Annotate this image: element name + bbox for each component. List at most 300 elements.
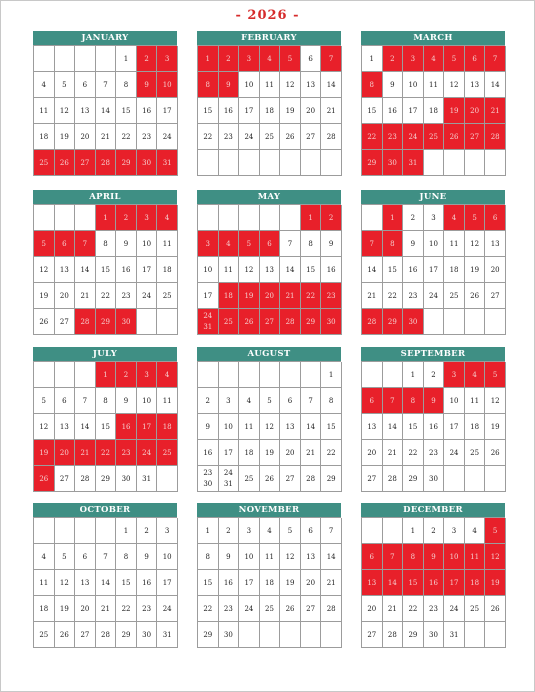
day-cell[interactable]: [301, 414, 322, 440]
day-cell[interactable]: [301, 388, 322, 414]
day-cell[interactable]: [383, 72, 404, 98]
day-cell[interactable]: [280, 309, 301, 335]
day-cell[interactable]: [424, 205, 445, 231]
day-cell[interactable]: [280, 231, 301, 257]
day-cell[interactable]: [157, 98, 178, 124]
day-cell[interactable]: [260, 46, 281, 72]
day-cell[interactable]: [485, 362, 506, 388]
day-cell[interactable]: [137, 440, 158, 466]
day-cell[interactable]: [55, 440, 76, 466]
day-cell[interactable]: [198, 388, 219, 414]
day-cell[interactable]: [157, 622, 178, 648]
day-cell[interactable]: [383, 257, 404, 283]
day-cell[interactable]: [321, 570, 342, 596]
day-cell[interactable]: [116, 283, 137, 309]
day-cell[interactable]: [444, 205, 465, 231]
day-cell[interactable]: [465, 440, 486, 466]
day-cell[interactable]: [280, 544, 301, 570]
day-cell[interactable]: [116, 205, 137, 231]
day-cell[interactable]: [321, 231, 342, 257]
day-cell[interactable]: [301, 544, 322, 570]
day-cell[interactable]: [116, 440, 137, 466]
day-cell[interactable]: [239, 518, 260, 544]
day-cell[interactable]: [198, 518, 219, 544]
day-cell[interactable]: [465, 205, 486, 231]
day-cell[interactable]: [424, 570, 445, 596]
day-cell[interactable]: [362, 150, 383, 176]
day-cell[interactable]: [116, 46, 137, 72]
day-cell[interactable]: [219, 72, 240, 98]
day-cell[interactable]: [75, 570, 96, 596]
day-cell[interactable]: [260, 257, 281, 283]
day-cell[interactable]: [219, 283, 240, 309]
day-cell[interactable]: [55, 544, 76, 570]
day-cell[interactable]: [239, 283, 260, 309]
day-cell[interactable]: [403, 414, 424, 440]
day-cell[interactable]: [362, 257, 383, 283]
day-cell[interactable]: [321, 124, 342, 150]
day-cell[interactable]: [444, 231, 465, 257]
day-cell[interactable]: [198, 283, 219, 309]
day-cell[interactable]: [198, 466, 219, 492]
day-cell[interactable]: [96, 440, 117, 466]
day-cell[interactable]: [383, 46, 404, 72]
day-cell[interactable]: [362, 72, 383, 98]
day-cell[interactable]: [444, 596, 465, 622]
day-cell[interactable]: [465, 72, 486, 98]
day-cell[interactable]: [301, 231, 322, 257]
day-cell[interactable]: [157, 414, 178, 440]
day-cell[interactable]: [424, 596, 445, 622]
day-cell[interactable]: [383, 466, 404, 492]
day-cell[interactable]: [465, 596, 486, 622]
day-cell[interactable]: [280, 124, 301, 150]
day-cell[interactable]: [219, 98, 240, 124]
day-cell[interactable]: [260, 388, 281, 414]
day-cell[interactable]: [137, 150, 158, 176]
day-cell[interactable]: [55, 414, 76, 440]
day-cell[interactable]: [96, 622, 117, 648]
day-cell[interactable]: [362, 124, 383, 150]
day-cell[interactable]: [321, 98, 342, 124]
day-cell[interactable]: [485, 72, 506, 98]
day-cell[interactable]: [383, 388, 404, 414]
day-cell[interactable]: [219, 518, 240, 544]
day-cell[interactable]: [137, 518, 158, 544]
day-cell[interactable]: [444, 124, 465, 150]
day-cell[interactable]: [301, 46, 322, 72]
day-cell[interactable]: [403, 544, 424, 570]
day-cell[interactable]: [383, 98, 404, 124]
day-cell[interactable]: [383, 570, 404, 596]
day-cell[interactable]: [321, 518, 342, 544]
day-cell[interactable]: [260, 309, 281, 335]
day-cell[interactable]: [96, 283, 117, 309]
day-cell[interactable]: [157, 596, 178, 622]
day-cell[interactable]: [239, 466, 260, 492]
day-cell[interactable]: [219, 440, 240, 466]
day-cell[interactable]: [219, 124, 240, 150]
day-cell[interactable]: [383, 622, 404, 648]
day-cell[interactable]: [219, 257, 240, 283]
day-cell[interactable]: [34, 257, 55, 283]
day-cell[interactable]: [424, 518, 445, 544]
day-cell[interactable]: [301, 205, 322, 231]
day-cell[interactable]: [280, 596, 301, 622]
day-cell[interactable]: [219, 596, 240, 622]
day-cell[interactable]: [424, 283, 445, 309]
day-cell[interactable]: [55, 72, 76, 98]
day-cell[interactable]: [219, 309, 240, 335]
day-cell[interactable]: [403, 283, 424, 309]
day-cell[interactable]: [260, 283, 281, 309]
day-cell[interactable]: [465, 414, 486, 440]
day-cell[interactable]: [485, 231, 506, 257]
day-cell[interactable]: [34, 231, 55, 257]
day-cell[interactable]: [383, 414, 404, 440]
day-cell[interactable]: [198, 98, 219, 124]
day-cell[interactable]: [239, 544, 260, 570]
day-cell[interactable]: [137, 596, 158, 622]
day-cell[interactable]: [424, 544, 445, 570]
day-cell[interactable]: [383, 231, 404, 257]
day-cell[interactable]: [198, 570, 219, 596]
day-cell[interactable]: [116, 72, 137, 98]
day-cell[interactable]: [362, 466, 383, 492]
day-cell[interactable]: [362, 570, 383, 596]
day-cell[interactable]: [260, 231, 281, 257]
day-cell[interactable]: [137, 570, 158, 596]
day-cell[interactable]: [75, 231, 96, 257]
day-cell[interactable]: [198, 440, 219, 466]
day-cell[interactable]: [485, 257, 506, 283]
day-cell[interactable]: [75, 440, 96, 466]
day-cell[interactable]: [239, 414, 260, 440]
day-cell[interactable]: [198, 72, 219, 98]
day-cell[interactable]: [444, 46, 465, 72]
day-cell[interactable]: [157, 440, 178, 466]
day-cell[interactable]: [55, 570, 76, 596]
day-cell[interactable]: [34, 414, 55, 440]
day-cell[interactable]: [301, 257, 322, 283]
day-cell[interactable]: [465, 231, 486, 257]
day-cell[interactable]: [116, 257, 137, 283]
day-cell[interactable]: [465, 388, 486, 414]
day-cell[interactable]: [75, 309, 96, 335]
day-cell[interactable]: [362, 622, 383, 648]
day-cell[interactable]: [403, 150, 424, 176]
day-cell[interactable]: [75, 72, 96, 98]
day-cell[interactable]: [96, 231, 117, 257]
day-cell[interactable]: [424, 72, 445, 98]
day-cell[interactable]: [301, 283, 322, 309]
day-cell[interactable]: [485, 596, 506, 622]
day-cell[interactable]: [465, 518, 486, 544]
day-cell[interactable]: [383, 205, 404, 231]
day-cell[interactable]: [96, 596, 117, 622]
day-cell[interactable]: [96, 309, 117, 335]
day-cell[interactable]: [485, 283, 506, 309]
day-cell[interactable]: [96, 205, 117, 231]
day-cell[interactable]: [34, 72, 55, 98]
day-cell[interactable]: [301, 570, 322, 596]
day-cell[interactable]: [485, 98, 506, 124]
day-cell[interactable]: [465, 46, 486, 72]
day-cell[interactable]: [444, 388, 465, 414]
day-cell[interactable]: [260, 124, 281, 150]
day-cell[interactable]: [55, 257, 76, 283]
day-cell[interactable]: [321, 544, 342, 570]
day-cell[interactable]: [34, 150, 55, 176]
day-cell[interactable]: [301, 440, 322, 466]
day-cell[interactable]: [362, 544, 383, 570]
day-cell[interactable]: [157, 150, 178, 176]
day-cell[interactable]: [34, 570, 55, 596]
day-cell[interactable]: [116, 98, 137, 124]
day-cell[interactable]: [34, 124, 55, 150]
day-cell[interactable]: [96, 72, 117, 98]
day-cell[interactable]: [137, 98, 158, 124]
day-cell[interactable]: [403, 388, 424, 414]
day-cell[interactable]: [362, 414, 383, 440]
day-cell[interactable]: [75, 414, 96, 440]
day-cell[interactable]: [280, 283, 301, 309]
day-cell[interactable]: [75, 98, 96, 124]
day-cell[interactable]: [403, 257, 424, 283]
day-cell[interactable]: [383, 544, 404, 570]
day-cell[interactable]: [137, 46, 158, 72]
day-cell[interactable]: [55, 283, 76, 309]
day-cell[interactable]: [219, 570, 240, 596]
day-cell[interactable]: [301, 596, 322, 622]
day-cell[interactable]: [34, 596, 55, 622]
day-cell[interactable]: [198, 231, 219, 257]
day-cell[interactable]: [116, 622, 137, 648]
day-cell[interactable]: [137, 414, 158, 440]
day-cell[interactable]: [157, 231, 178, 257]
day-cell[interactable]: [260, 570, 281, 596]
day-cell[interactable]: [301, 309, 322, 335]
day-cell[interactable]: [219, 622, 240, 648]
day-cell[interactable]: [383, 150, 404, 176]
day-cell[interactable]: [444, 283, 465, 309]
day-cell[interactable]: [198, 622, 219, 648]
day-cell[interactable]: [239, 388, 260, 414]
day-cell[interactable]: [424, 362, 445, 388]
day-cell[interactable]: [465, 570, 486, 596]
day-cell[interactable]: [362, 596, 383, 622]
day-cell[interactable]: [424, 388, 445, 414]
day-cell[interactable]: [116, 414, 137, 440]
day-cell[interactable]: [321, 309, 342, 335]
day-cell[interactable]: [362, 98, 383, 124]
day-cell[interactable]: [321, 257, 342, 283]
day-cell[interactable]: [34, 466, 55, 492]
day-cell[interactable]: [96, 150, 117, 176]
day-cell[interactable]: [444, 72, 465, 98]
day-cell[interactable]: [55, 622, 76, 648]
day-cell[interactable]: [157, 72, 178, 98]
day-cell[interactable]: [280, 388, 301, 414]
day-cell[interactable]: [424, 466, 445, 492]
day-cell[interactable]: [260, 544, 281, 570]
day-cell[interactable]: [301, 98, 322, 124]
day-cell[interactable]: [157, 570, 178, 596]
day-cell[interactable]: [485, 544, 506, 570]
day-cell[interactable]: [55, 231, 76, 257]
day-cell[interactable]: [116, 570, 137, 596]
day-cell[interactable]: [280, 257, 301, 283]
day-cell[interactable]: [424, 440, 445, 466]
day-cell[interactable]: [116, 388, 137, 414]
day-cell[interactable]: [280, 518, 301, 544]
day-cell[interactable]: [485, 205, 506, 231]
day-cell[interactable]: [485, 440, 506, 466]
day-cell[interactable]: [55, 98, 76, 124]
day-cell[interactable]: [55, 309, 76, 335]
day-cell[interactable]: [362, 283, 383, 309]
day-cell[interactable]: [403, 72, 424, 98]
day-cell[interactable]: [424, 257, 445, 283]
day-cell[interactable]: [362, 388, 383, 414]
day-cell[interactable]: [321, 466, 342, 492]
day-cell[interactable]: [424, 124, 445, 150]
day-cell[interactable]: [137, 544, 158, 570]
day-cell[interactable]: [444, 98, 465, 124]
day-cell[interactable]: [485, 46, 506, 72]
day-cell[interactable]: [383, 283, 404, 309]
day-cell[interactable]: [96, 466, 117, 492]
day-cell[interactable]: [96, 570, 117, 596]
day-cell[interactable]: [424, 46, 445, 72]
day-cell[interactable]: [444, 440, 465, 466]
day-cell[interactable]: [485, 124, 506, 150]
day-cell[interactable]: [280, 466, 301, 492]
day-cell[interactable]: [157, 518, 178, 544]
day-cell[interactable]: [362, 46, 383, 72]
day-cell[interactable]: [75, 150, 96, 176]
day-cell[interactable]: [321, 388, 342, 414]
day-cell[interactable]: [485, 570, 506, 596]
day-cell[interactable]: [75, 596, 96, 622]
day-cell[interactable]: [34, 440, 55, 466]
day-cell[interactable]: [198, 124, 219, 150]
day-cell[interactable]: [34, 388, 55, 414]
day-cell[interactable]: [403, 362, 424, 388]
day-cell[interactable]: [219, 388, 240, 414]
day-cell[interactable]: [157, 362, 178, 388]
day-cell[interactable]: [75, 544, 96, 570]
day-cell[interactable]: [137, 362, 158, 388]
day-cell[interactable]: [137, 257, 158, 283]
day-cell[interactable]: [362, 440, 383, 466]
day-cell[interactable]: [301, 466, 322, 492]
day-cell[interactable]: [239, 124, 260, 150]
day-cell[interactable]: [465, 98, 486, 124]
day-cell[interactable]: [34, 544, 55, 570]
day-cell[interactable]: [198, 544, 219, 570]
day-cell[interactable]: [465, 257, 486, 283]
day-cell[interactable]: [403, 570, 424, 596]
day-cell[interactable]: [444, 622, 465, 648]
day-cell[interactable]: [137, 388, 158, 414]
day-cell[interactable]: [444, 362, 465, 388]
day-cell[interactable]: [485, 388, 506, 414]
day-cell[interactable]: [260, 72, 281, 98]
day-cell[interactable]: [465, 283, 486, 309]
day-cell[interactable]: [137, 124, 158, 150]
day-cell[interactable]: [96, 388, 117, 414]
day-cell[interactable]: [301, 72, 322, 98]
day-cell[interactable]: [75, 283, 96, 309]
day-cell[interactable]: [34, 283, 55, 309]
day-cell[interactable]: [321, 46, 342, 72]
day-cell[interactable]: [157, 544, 178, 570]
day-cell[interactable]: [198, 257, 219, 283]
day-cell[interactable]: [55, 150, 76, 176]
day-cell[interactable]: [239, 309, 260, 335]
day-cell[interactable]: [96, 124, 117, 150]
day-cell[interactable]: [403, 205, 424, 231]
day-cell[interactable]: [219, 46, 240, 72]
day-cell[interactable]: [321, 205, 342, 231]
day-cell[interactable]: [465, 362, 486, 388]
day-cell[interactable]: [239, 46, 260, 72]
day-cell[interactable]: [75, 257, 96, 283]
day-cell[interactable]: [403, 46, 424, 72]
day-cell[interactable]: [157, 388, 178, 414]
day-cell[interactable]: [219, 466, 240, 492]
day-cell[interactable]: [403, 309, 424, 335]
day-cell[interactable]: [260, 440, 281, 466]
day-cell[interactable]: [321, 362, 342, 388]
day-cell[interactable]: [321, 440, 342, 466]
day-cell[interactable]: [260, 98, 281, 124]
day-cell[interactable]: [280, 570, 301, 596]
day-cell[interactable]: [96, 257, 117, 283]
day-cell[interactable]: [239, 257, 260, 283]
day-cell[interactable]: [485, 518, 506, 544]
day-cell[interactable]: [116, 231, 137, 257]
day-cell[interactable]: [96, 98, 117, 124]
day-cell[interactable]: [157, 257, 178, 283]
day-cell[interactable]: [260, 466, 281, 492]
day-cell[interactable]: [137, 283, 158, 309]
day-cell[interactable]: [116, 518, 137, 544]
day-cell[interactable]: [55, 124, 76, 150]
day-cell[interactable]: [239, 98, 260, 124]
day-cell[interactable]: [137, 622, 158, 648]
day-cell[interactable]: [280, 440, 301, 466]
day-cell[interactable]: [321, 414, 342, 440]
day-cell[interactable]: [55, 466, 76, 492]
day-cell[interactable]: [116, 150, 137, 176]
day-cell[interactable]: [424, 231, 445, 257]
day-cell[interactable]: [219, 231, 240, 257]
day-cell[interactable]: [157, 283, 178, 309]
day-cell[interactable]: [75, 388, 96, 414]
day-cell[interactable]: [198, 596, 219, 622]
day-cell[interactable]: [485, 414, 506, 440]
day-cell[interactable]: [116, 309, 137, 335]
day-cell[interactable]: [157, 124, 178, 150]
day-cell[interactable]: [465, 124, 486, 150]
day-cell[interactable]: [383, 596, 404, 622]
day-cell[interactable]: [157, 205, 178, 231]
day-cell[interactable]: [137, 205, 158, 231]
day-cell[interactable]: [403, 124, 424, 150]
day-cell[interactable]: [424, 98, 445, 124]
